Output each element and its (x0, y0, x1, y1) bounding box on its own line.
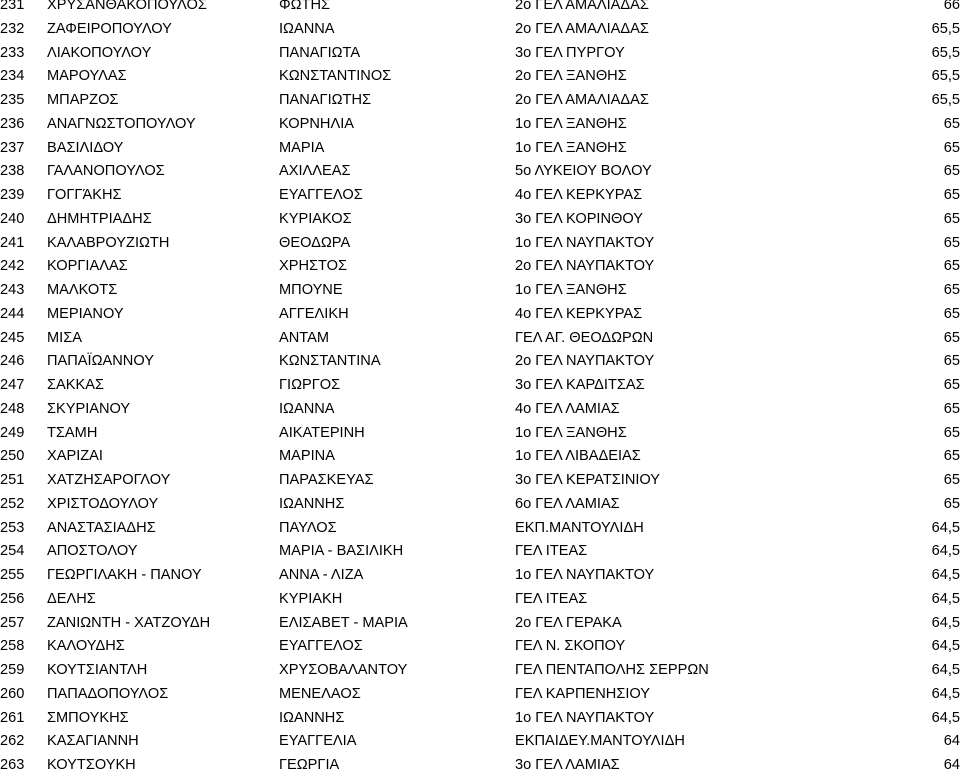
rank-cell: 246 (0, 353, 25, 370)
school-cell: 2ο ΓΕΛ ΞΑΝΘΗΣ (515, 68, 627, 85)
table-row (0, 65, 960, 89)
surname-cell: ΒΑΣΙΛΙΔΟΥ (47, 139, 124, 156)
score-cell: 65,5 (931, 20, 960, 37)
surname-cell: ΧΡΙΣΤΟΔΟΥΛΟΥ (47, 495, 159, 512)
school-cell: 1ο ΓΕΛ ΝΑΥΠΑΚΤΟΥ (515, 234, 655, 251)
rank-cell: 239 (0, 187, 25, 203)
surname-cell: ΖΑΦΕΙΡΟΠΟΥΛΟΥ (47, 20, 172, 37)
score-cell: 64,5 (931, 567, 960, 583)
rank-cell: 232 (0, 20, 25, 37)
score-cell: 65 (943, 187, 960, 203)
table-row (0, 303, 960, 327)
school-cell: ΓΕΛ ΙΤΕΑΣ (515, 543, 588, 560)
firstname-cell: ΦΩΤΗΣ (279, 0, 331, 13)
surname-cell: ΣΚΥΡΙΑΝΟΥ (47, 400, 131, 417)
rank-cell: 253 (0, 519, 25, 536)
firstname-cell: ΠΑΥΛΟΣ (279, 519, 337, 536)
table-row (0, 279, 960, 303)
rank-cell: 257 (0, 614, 25, 631)
table-row (0, 683, 960, 707)
surname-cell: ΓΕΩΡΓΙΛΑΚΗ - ΠΑΝΟΥ (47, 567, 202, 583)
table-row (0, 445, 960, 469)
firstname-cell: ΚΥΡΙΑΚΟΣ (279, 210, 352, 227)
table-row (0, 588, 960, 612)
rank-cell: 259 (0, 662, 25, 678)
school-cell: 2ο ΓΕΛ ΓΕΡΑΚΑ (515, 614, 622, 631)
score-cell: 65 (943, 282, 960, 298)
score-cell: 65 (943, 305, 960, 322)
rank-cell: 263 (0, 757, 25, 773)
score-cell: 64,5 (931, 638, 960, 655)
school-cell: 5ο ΛΥΚΕΙΟΥ ΒΟΛΟΥ (515, 163, 652, 180)
table-row (0, 184, 960, 208)
rank-cell: 242 (0, 258, 25, 275)
school-cell: 2ο ΓΕΛ ΑΜΑΛΙΑΔΑΣ (515, 20, 649, 37)
school-cell: ΕΚΠΑΙΔΕΥ.ΜΑΝΤΟΥΛΙΔΗ (515, 733, 685, 750)
score-cell: 65 (943, 139, 960, 156)
surname-cell: ΠΑΠΑΪΩΑΝΝΟΥ (47, 353, 154, 370)
school-cell: 4ο ΓΕΛ ΚΕΡΚΥΡΑΣ (515, 187, 643, 203)
table-row (0, 422, 960, 446)
score-cell: 65 (943, 448, 960, 465)
score-cell: 65 (943, 329, 960, 346)
table-row (0, 327, 960, 351)
school-cell: ΕΚΠ.ΜΑΝΤΟΥΛΙΔΗ (515, 519, 644, 536)
surname-cell: ΑΠΟΣΤΟΛΟΥ (47, 543, 138, 560)
firstname-cell: ΜΑΡΙΝΑ (279, 448, 335, 465)
rank-cell: 241 (0, 234, 25, 251)
rank-cell: 235 (0, 92, 25, 108)
table-row (0, 540, 960, 564)
school-cell: 3ο ΓΕΛ ΚΟΡΙΝΘΟΥ (515, 210, 643, 227)
rank-cell: 258 (0, 638, 25, 655)
rank-cell: 252 (0, 495, 25, 512)
score-cell: 64,5 (931, 709, 960, 726)
surname-cell: ΧΑΡΙΖΑΙ (47, 448, 103, 465)
school-cell: 3ο ΓΕΛ ΚΑΡΔΙΤΣΑΣ (515, 377, 645, 393)
school-cell: 3ο ΓΕΛ ΛΑΜΙΑΣ (515, 757, 620, 773)
rank-cell: 256 (0, 590, 25, 607)
rank-cell: 231 (0, 0, 25, 13)
table-row (0, 42, 960, 66)
table-row (0, 493, 960, 517)
score-cell: 65 (943, 258, 960, 275)
rank-cell: 250 (0, 448, 25, 465)
table-row (0, 350, 960, 374)
score-cell: 64 (943, 757, 960, 773)
school-cell: 2ο ΓΕΛ ΑΜΑΛΙΑΔΑΣ (515, 0, 649, 13)
firstname-cell: ΕΥΑΓΓΕΛΙΑ (279, 733, 357, 750)
score-cell: 64,5 (931, 614, 960, 631)
school-cell: ΓΕΛ ΙΤΕΑΣ (515, 590, 588, 607)
school-cell: ΓΕΛ ΑΓ. ΘΕΟΔΩΡΩΝ (515, 329, 654, 346)
score-cell: 65 (943, 353, 960, 370)
school-cell: 1ο ΓΕΛ ΞΑΝΘΗΣ (515, 282, 627, 298)
score-cell: 65 (943, 400, 960, 417)
score-cell: 65 (943, 115, 960, 132)
firstname-cell: ΓΙΩΡΓΟΣ (279, 377, 341, 393)
table-row (0, 18, 960, 42)
table-row (0, 469, 960, 493)
firstname-cell: ΠΑΡΑΣΚΕΥΑΣ (279, 472, 374, 488)
surname-cell: ΧΑΤΖΗΣΑΡΟΓΛΟΥ (47, 472, 171, 488)
firstname-cell: ΕΥΑΓΓΕΛΟΣ (279, 638, 363, 655)
rank-cell: 255 (0, 567, 25, 583)
surname-cell: ΚΟΥΤΣΙΑΝΤΛΗ (47, 662, 148, 678)
table-row (0, 232, 960, 256)
firstname-cell: ΜΑΡΙΑ (279, 139, 325, 156)
school-cell: ΓΕΛ ΠΕΝΤΑΠΟΛΗΣ ΣΕΡΡΩΝ (515, 662, 709, 678)
surname-cell: ΜΑΡΟΥΛΑΣ (47, 68, 127, 85)
rank-cell: 240 (0, 210, 25, 227)
firstname-cell: ΑΝΝΑ - ΛΙΖΑ (279, 567, 364, 583)
score-cell: 65 (943, 472, 960, 488)
score-cell: 65,5 (931, 68, 960, 85)
score-cell: 65 (943, 210, 960, 227)
table-row (0, 374, 960, 398)
rank-cell: 237 (0, 139, 25, 156)
table-row (0, 113, 960, 137)
firstname-cell: ΓΕΩΡΓΙΑ (279, 757, 340, 773)
school-cell: 4ο ΓΕΛ ΚΕΡΚΥΡΑΣ (515, 305, 643, 322)
firstname-cell: ΑΝΤΑΜ (279, 329, 329, 346)
school-cell: 3ο ΓΕΛ ΠΥΡΓΟΥ (515, 44, 625, 61)
rank-cell: 254 (0, 543, 25, 560)
table-row (0, 255, 960, 279)
school-cell: 1ο ΓΕΛ ΞΑΝΘΗΣ (515, 139, 627, 156)
table-row (0, 564, 960, 588)
surname-cell: ΑΝΑΓΝΩΣΤΟΠΟΥΛΟΥ (47, 115, 196, 132)
rank-cell: 244 (0, 305, 25, 322)
table-row (0, 612, 960, 636)
score-cell: 66 (943, 0, 960, 13)
school-cell: 1ο ΓΕΛ ΝΑΥΠΑΚΤΟΥ (515, 709, 655, 726)
surname-cell: ΛΙΑΚΟΠΟΥΛΟΥ (47, 44, 152, 61)
firstname-cell: ΚΥΡΙΑΚΗ (279, 590, 343, 607)
table-row (0, 659, 960, 683)
firstname-cell: ΜΠΟΥΝΕ (279, 282, 343, 298)
surname-cell: ΜΕΡΙΑΝΟΥ (47, 305, 124, 322)
firstname-cell: ΚΩΝΣΤΑΝΤΙΝΟΣ (279, 68, 392, 85)
score-cell: 64,5 (931, 662, 960, 678)
firstname-cell: ΕΥΑΓΓΕΛΟΣ (279, 187, 363, 203)
firstname-cell: ΙΩΑΝΝΑ (279, 20, 335, 37)
score-cell: 64,5 (931, 543, 960, 560)
table-row (0, 517, 960, 541)
rank-cell: 249 (0, 424, 25, 441)
surname-cell: ΔΕΛΗΣ (47, 590, 96, 607)
firstname-cell: ΙΩΑΝΝΗΣ (279, 495, 345, 512)
surname-cell: ΑΝΑΣΤΑΣΙΑΔΗΣ (47, 519, 156, 536)
rank-cell: 233 (0, 44, 25, 61)
rank-cell: 251 (0, 472, 25, 488)
school-cell: 1ο ΓΕΛ ΞΑΝΘΗΣ (515, 424, 627, 441)
table-row (0, 635, 960, 659)
table-row (0, 707, 960, 731)
surname-cell: ΓΟΓΓΆΚΗΣ (47, 187, 122, 203)
firstname-cell: ΠΑΝΑΓΙΩΤΗΣ (279, 92, 372, 108)
surname-cell: ΚΟΥΤΣΟΥΚΗ (47, 757, 136, 773)
score-cell: 65 (943, 163, 960, 180)
firstname-cell: ΧΡΥΣΟΒΑΛΑΝΤΟΥ (279, 662, 408, 678)
score-cell: 65 (943, 377, 960, 393)
surname-cell: ΚΑΣΑΓΙΑΝΝΗ (47, 733, 139, 750)
firstname-cell: ΑΙΚΑΤΕΡΙΝΗ (279, 424, 365, 441)
firstname-cell: ΜΑΡΙΑ - ΒΑΣΙΛΙΚΗ (279, 543, 404, 560)
surname-cell: ΖΑΝΙΩΝΤΗ - ΧΑΤΖΟΥΔΗ (47, 614, 211, 631)
school-cell: 2ο ΓΕΛ ΝΑΥΠΑΚΤΟΥ (515, 353, 655, 370)
surname-cell: ΚΟΡΓΙΑΛΑΣ (47, 258, 128, 275)
firstname-cell: ΘΕΟΔΩΡΑ (279, 234, 351, 251)
score-cell: 65,5 (931, 92, 960, 108)
firstname-cell: ΠΑΝΑΓΙΩΤΑ (279, 44, 361, 61)
school-cell: 2ο ΓΕΛ ΝΑΥΠΑΚΤΟΥ (515, 258, 655, 275)
school-cell: 6ο ΓΕΛ ΛΑΜΙΑΣ (515, 495, 620, 512)
surname-cell: ΤΣΑΜΗ (47, 424, 98, 441)
score-cell: 64 (943, 733, 960, 750)
rank-cell: 238 (0, 163, 25, 180)
school-cell: 1ο ΓΕΛ ΝΑΥΠΑΚΤΟΥ (515, 567, 655, 583)
firstname-cell: ΑΓΓΕΛΙΚΗ (279, 305, 349, 322)
surname-cell: ΚΑΛΟΥΔΗΣ (47, 638, 125, 655)
rank-cell: 248 (0, 400, 25, 417)
school-cell: 3ο ΓΕΛ ΚΕΡΑΤΣΙΝΙΟΥ (515, 472, 661, 488)
firstname-cell: ΧΡΗΣΤΟΣ (279, 258, 348, 275)
table-row (0, 754, 960, 778)
school-cell: ΓΕΛ ΚΑΡΠΕΝΗΣΙΟΥ (515, 685, 651, 702)
surname-cell: ΜΠΑΡΖΟΣ (47, 92, 119, 108)
surname-cell: ΚΑΛΑΒΡΟΥΖΙΩΤΗ (47, 234, 170, 251)
table-row (0, 730, 960, 754)
surname-cell: ΜΙΣΑ (47, 329, 82, 346)
school-cell: ΓΕΛ Ν. ΣΚΟΠΟΥ (515, 638, 626, 655)
firstname-cell: ΚΟΡΝΗΛΙΑ (279, 115, 354, 132)
surname-cell: ΔΗΜΗΤΡΙΑΔΗΣ (47, 210, 152, 227)
rank-cell: 262 (0, 733, 25, 750)
surname-cell: ΓΑΛΑΝΟΠΟΥΛΟΣ (47, 163, 165, 180)
school-cell: 4ο ΓΕΛ ΛΑΜΙΑΣ (515, 400, 620, 417)
surname-cell: ΠΑΠΑΔΟΠΟΥΛΟΣ (47, 685, 169, 702)
firstname-cell: ΜΕΝΕΛΑΟΣ (279, 685, 361, 702)
rank-cell: 236 (0, 115, 25, 132)
rank-cell: 234 (0, 68, 25, 85)
score-cell: 64,5 (931, 590, 960, 607)
rank-cell: 243 (0, 282, 25, 298)
table-row (0, 208, 960, 232)
surname-cell: ΣΜΠΟΥΚΗΣ (47, 709, 129, 726)
table-row (0, 398, 960, 422)
surname-cell: ΣΑΚΚΑΣ (47, 377, 104, 393)
table-row (0, 89, 960, 113)
table-row (0, 160, 960, 184)
score-cell: 65 (943, 424, 960, 441)
rank-cell: 260 (0, 685, 25, 702)
table-row (0, 0, 960, 18)
school-cell: 1ο ΓΕΛ ΛΙΒΑΔΕΙΑΣ (515, 448, 641, 465)
score-cell: 65,5 (931, 44, 960, 61)
firstname-cell: ΑΧΙΛΛΕΑΣ (279, 163, 351, 180)
surname-cell: ΜΑΛΚΟΤΣ (47, 282, 118, 298)
surname-cell: ΧΡΥΣΑΝΘΑΚΟΠΟΥΛΟΣ (47, 0, 207, 13)
rank-cell: 245 (0, 329, 25, 346)
score-cell: 65 (943, 234, 960, 251)
rank-cell: 261 (0, 709, 25, 726)
score-cell: 65 (943, 495, 960, 512)
table-row (0, 137, 960, 161)
firstname-cell: ΙΩΑΝΝΗΣ (279, 709, 345, 726)
rank-cell: 247 (0, 377, 25, 393)
firstname-cell: ΚΩΝΣΤΑΝΤΙΝΑ (279, 353, 381, 370)
firstname-cell: ΙΩΑΝΝΑ (279, 400, 335, 417)
school-cell: 2ο ΓΕΛ ΑΜΑΛΙΑΔΑΣ (515, 92, 649, 108)
score-cell: 64,5 (931, 685, 960, 702)
firstname-cell: ΕΛΙΣΑΒΕΤ - ΜΑΡΙΑ (279, 614, 408, 631)
score-cell: 64,5 (931, 519, 960, 536)
school-cell: 1ο ΓΕΛ ΞΑΝΘΗΣ (515, 115, 627, 132)
